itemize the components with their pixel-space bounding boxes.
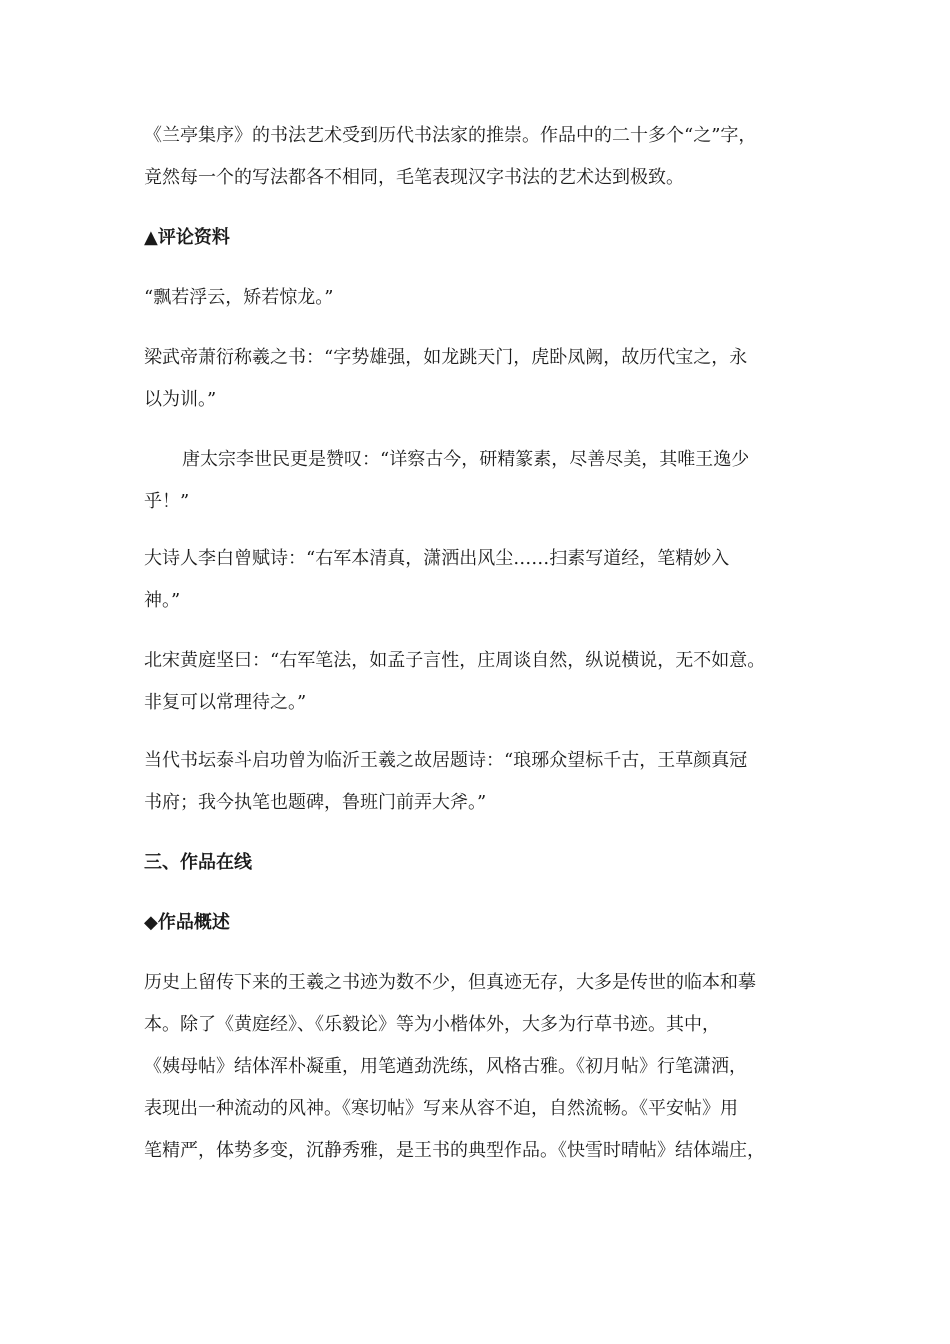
text-line: 表现出一种流动的风神。《寒切帖》写来从容不迫，自然流畅。《平安帖》用 — [144, 1098, 738, 1119]
quote-paragraph — [144, 439, 814, 523]
text-line: 书府；我今执笔也题碑，鲁班门前弄大斧。” — [144, 792, 487, 813]
heading-section-3: 三、作品在线 — [144, 852, 252, 873]
text-line: 竟然每一个的写法都各不相同，毛笔表现汉字书法的艺术达到极致。 — [144, 167, 684, 188]
text-line: 《兰亭集序》的书法艺术受到历代书法家的推崇。作品中的二十多个“之”字， — [144, 125, 757, 146]
text-line: 大诗人李白曾赋诗：“右军本清真，潇洒出风尘……扫素写道经，笔精妙入 — [144, 548, 730, 569]
text-line: 《姨母帖》结体浑朴凝重，用笔遒劲洗练，风格古雅。《初月帖》行笔潇洒， — [144, 1056, 747, 1077]
quote-paragraph — [144, 538, 814, 622]
heading-comments: ▲评论资料 — [144, 227, 230, 248]
text-line: 乎！” — [144, 491, 190, 512]
quote-paragraph — [144, 277, 814, 319]
text-line: “飘若浮云，矫若惊龙。” — [144, 287, 334, 308]
text-line: 笔精严，体势多变，沉静秀雅，是王书的典型作品。《快雪时晴帖》结体端庄， — [144, 1140, 765, 1161]
text-line: 唐太宗李世民更是赞叹：“详察古今，研精篆素，尽善尽美，其唯王逸少 — [182, 449, 750, 470]
text-line: 非复可以常理待之。” — [144, 692, 307, 713]
text-line: 历史上留传下来的王羲之书迹为数不少，但真迹无存，大多是传世的临本和摹 — [144, 972, 756, 993]
quote-paragraph — [144, 640, 814, 724]
overview-paragraph — [144, 962, 814, 1172]
heading-overview: ◆作品概述 — [144, 912, 230, 933]
text-line: 梁武帝萧衍称羲之书：“字势雄强，如龙跳天门，虎卧凤阙，故历代宝之，永 — [144, 347, 748, 368]
text-line: 以为训。” — [144, 389, 217, 410]
intro-paragraph — [144, 115, 814, 199]
text-line: 当代书坛泰斗启功曾为临沂王羲之故居题诗：“琅琊众望标千古，王草颜真冠 — [144, 750, 748, 771]
quote-paragraph — [144, 337, 814, 421]
quote-paragraph — [144, 740, 814, 824]
text-line: 北宋黄庭坚曰：“右军笔法，如孟子言性，庄周谈自然，纵说横说，无不如意。 — [144, 650, 766, 671]
text-line: 神。” — [144, 590, 181, 611]
text-line: 本。除了《黄庭经》、《乐毅论》等为小楷体外，大多为行草书迹。其中， — [144, 1014, 720, 1035]
